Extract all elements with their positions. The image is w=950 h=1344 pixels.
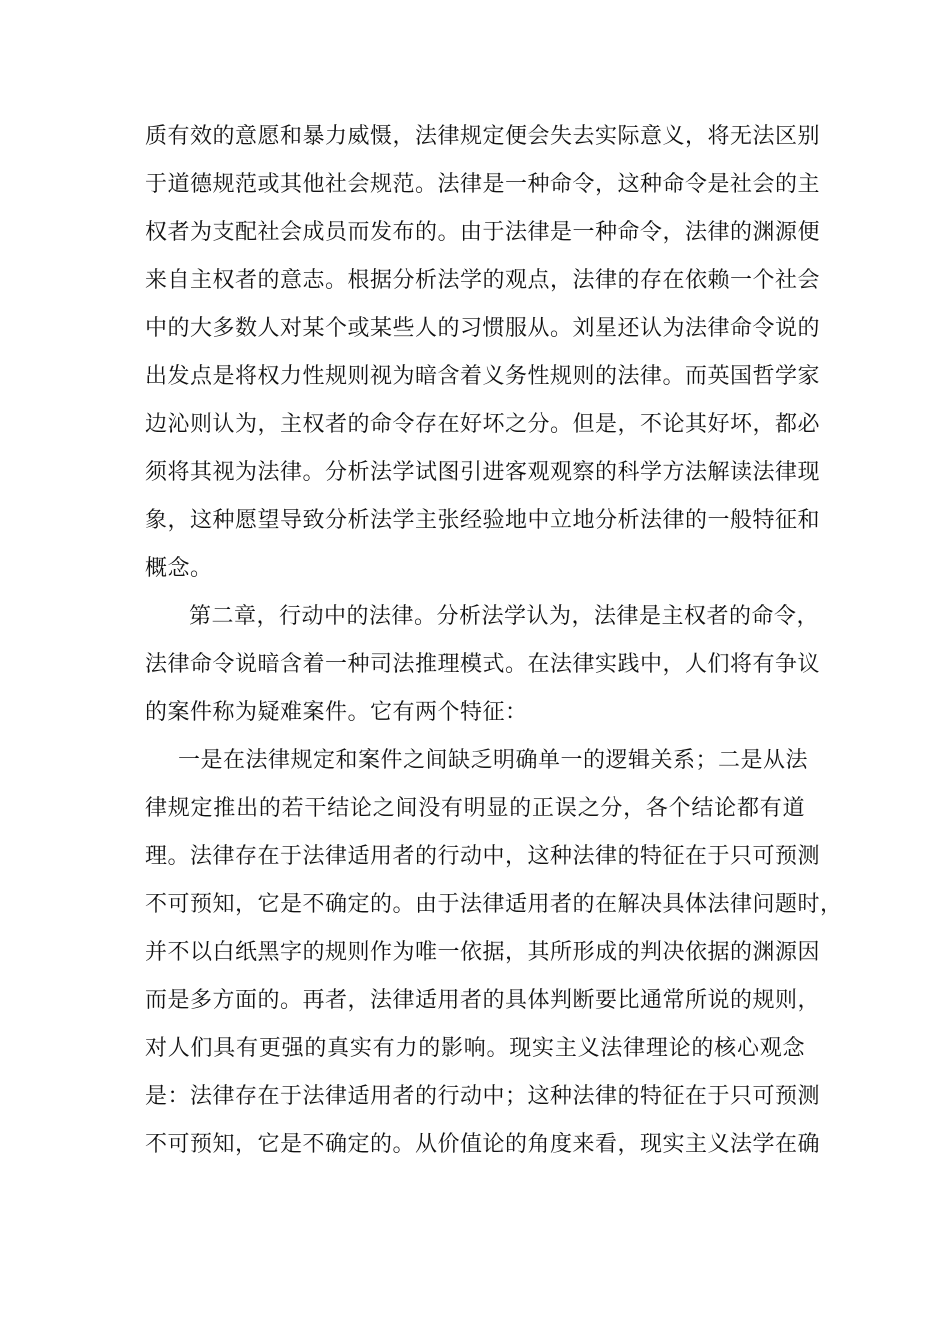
text-line: 律规定推出的若干结论之间没有明显的正误之分，各个结论都有道 — [145, 796, 805, 821]
text-line: 权者为支配社会成员而发布的。由于法律是一种命令，法律的渊源便 — [145, 220, 821, 245]
paragraph-2 — [145, 593, 821, 737]
text-line: 不可预知，它是不确定的。从价值论的角度来看，现实主义法学在确 — [145, 1132, 821, 1157]
paragraph-3 — [145, 737, 843, 1169]
text-line: 对人们具有更强的真实有力的影响。现实主义法律理论的核心观念 — [145, 1036, 805, 1061]
text-line: 于道德规范或其他社会规范。法律是一种命令，这种命令是社会的主 — [145, 172, 821, 197]
text-line: 法律命令说暗含着一种司法推理模式。在法律实践中，人们将有争议 — [145, 652, 821, 677]
text-line: 概念。 — [145, 556, 213, 581]
text-line: 理。法律存在于法律适用者的行动中，这种法律的特征在于只可预测 — [145, 844, 821, 869]
text-line: 中的大多数人对某个或某些人的习惯服从。刘星还认为法律命令说的 — [145, 316, 821, 341]
text-line: 一是在法律规定和案件之间缺乏明确单一的逻辑关系；二是从法 — [178, 748, 809, 773]
text-line: 是：法律存在于法律适用者的行动中；这种法律的特征在于只可预测 — [145, 1084, 821, 1109]
text-line: 并不以白纸黑字的规则作为唯一依据，其所形成的判决依据的渊源因 — [145, 940, 821, 965]
text-line: 质有效的意愿和暴力威慑，法律规定便会失去实际意义，将无法区别 — [145, 124, 821, 149]
text-line: 出发点是将权力性规则视为暗含着义务性规则的法律。而英国哲学家 — [145, 364, 821, 389]
document-page — [145, 113, 843, 1169]
text-line: 第二章，行动中的法律。分析法学认为，法律是主权者的命令， — [189, 604, 820, 629]
text-line: 边沁则认为，主权者的命令存在好坏之分。但是，不论其好坏，都必 — [145, 412, 821, 437]
text-line: 而是多方面的。再者，法律适用者的具体判断要比通常所说的规则， — [145, 988, 821, 1013]
text-line: 须将其视为法律。分析法学试图引进客观观察的科学方法解读法律现 — [145, 460, 821, 485]
text-line: 象，这种愿望导致分析法学主张经验地中立地分析法律的一般特征和 — [145, 508, 821, 533]
paragraph-1 — [145, 113, 821, 593]
text-line: 不可预知，它是不确定的。由于法律适用者的在解决具体法律问题时， — [145, 892, 843, 917]
text-line: 来自主权者的意志。根据分析法学的观点，法律的存在依赖一个社会 — [145, 268, 821, 293]
text-line: 的案件称为疑难案件。它有两个特征： — [145, 700, 528, 725]
